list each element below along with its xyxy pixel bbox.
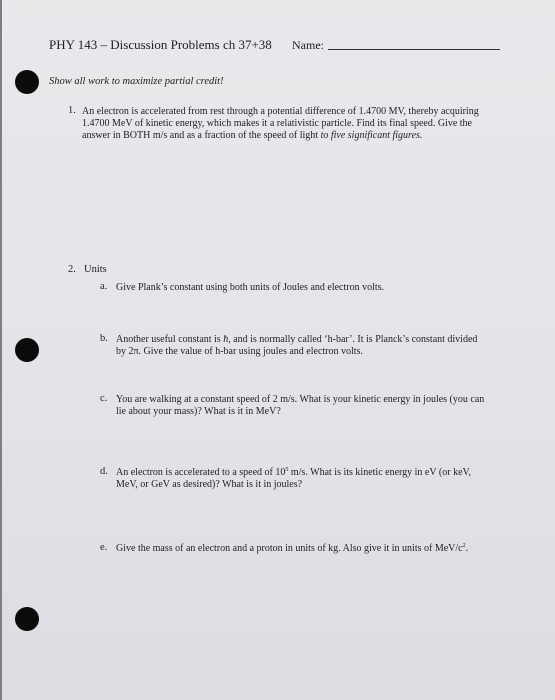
problem-2-title: Units bbox=[84, 264, 107, 275]
problem-2-number: 2. bbox=[68, 264, 76, 275]
part-b-text bbox=[116, 334, 477, 358]
part-c-line-2: lie about your mass)? What is it in MeV? bbox=[116, 406, 281, 417]
problem-1-line-3 bbox=[82, 130, 479, 142]
part-e-text bbox=[116, 543, 468, 555]
part-a-letter: a. bbox=[100, 281, 108, 292]
part-e-period: . bbox=[465, 543, 469, 554]
problem-1-line-3-text: answer in BOTH m/s and as a fraction of the speed of light bbox=[82, 130, 321, 141]
exponent: 5 bbox=[285, 467, 289, 473]
binder-hole-top bbox=[15, 70, 39, 94]
part-c-line-1: You are walking at a constant speed of 2 m/s. What is your kinetic energy in joules (you can bbox=[116, 394, 485, 405]
part-c-letter: c. bbox=[100, 393, 108, 404]
exponent: 2 bbox=[462, 543, 466, 549]
part-b-line-1-end: , and is normally called ‘h-bar’. It is Planck’s constant divided bbox=[228, 334, 478, 345]
part-b-line-1-start: Another useful constant is bbox=[116, 334, 224, 345]
name-label: Name: bbox=[292, 38, 324, 52]
part-d-letter: d. bbox=[100, 466, 108, 477]
part-b-line-2: by 2π. Give the value of h-bar using joules and electron volts. bbox=[116, 346, 363, 357]
part-d-line-1 bbox=[116, 467, 471, 479]
part-d-line-2: MeV, or GeV as desired)? What is it in joules? bbox=[116, 479, 303, 490]
part-d-line-1-start: An electron is accelerated to a speed of 10 bbox=[116, 467, 286, 478]
binder-hole-bottom bbox=[15, 607, 39, 631]
problem-1-line-1: An electron is accelerated from rest through a potential difference of 1.4700 MV, thereby acquiring bbox=[82, 106, 479, 117]
worksheet-page bbox=[2, 0, 555, 700]
part-b-letter: b. bbox=[100, 333, 108, 344]
part-d-line-1-end: m/s. What is its kinetic energy in eV (or keV, bbox=[288, 467, 471, 478]
part-c-text bbox=[116, 394, 484, 418]
problem-1-text bbox=[82, 106, 479, 142]
part-b-line-1 bbox=[116, 334, 477, 346]
problem-1-line-2: 1.4700 MeV of kinetic energy, which makes it a relativistic particle. Find its final speed. Give the bbox=[82, 118, 472, 129]
page-title: PHY 143 – Discussion Problems ch 37+38 bbox=[49, 37, 272, 52]
name-field-line bbox=[328, 49, 500, 50]
part-a-text: Give Plank’s constant using both units of Joules and electron volts. bbox=[116, 282, 385, 293]
problem-1-emphasis: to five significant figures. bbox=[320, 130, 423, 141]
instruction-text: Show all work to maximize partial credit! bbox=[49, 76, 224, 87]
part-e-letter: e. bbox=[100, 542, 108, 553]
part-e-text-main: Give the mass of an electron and a proton in units of kg. Also give it in units of MeV/c bbox=[116, 543, 463, 554]
binder-hole-middle bbox=[15, 338, 39, 362]
hbar-symbol: ħ bbox=[223, 334, 229, 345]
problem-1-number: 1. bbox=[68, 105, 76, 116]
part-d-text bbox=[116, 467, 471, 491]
